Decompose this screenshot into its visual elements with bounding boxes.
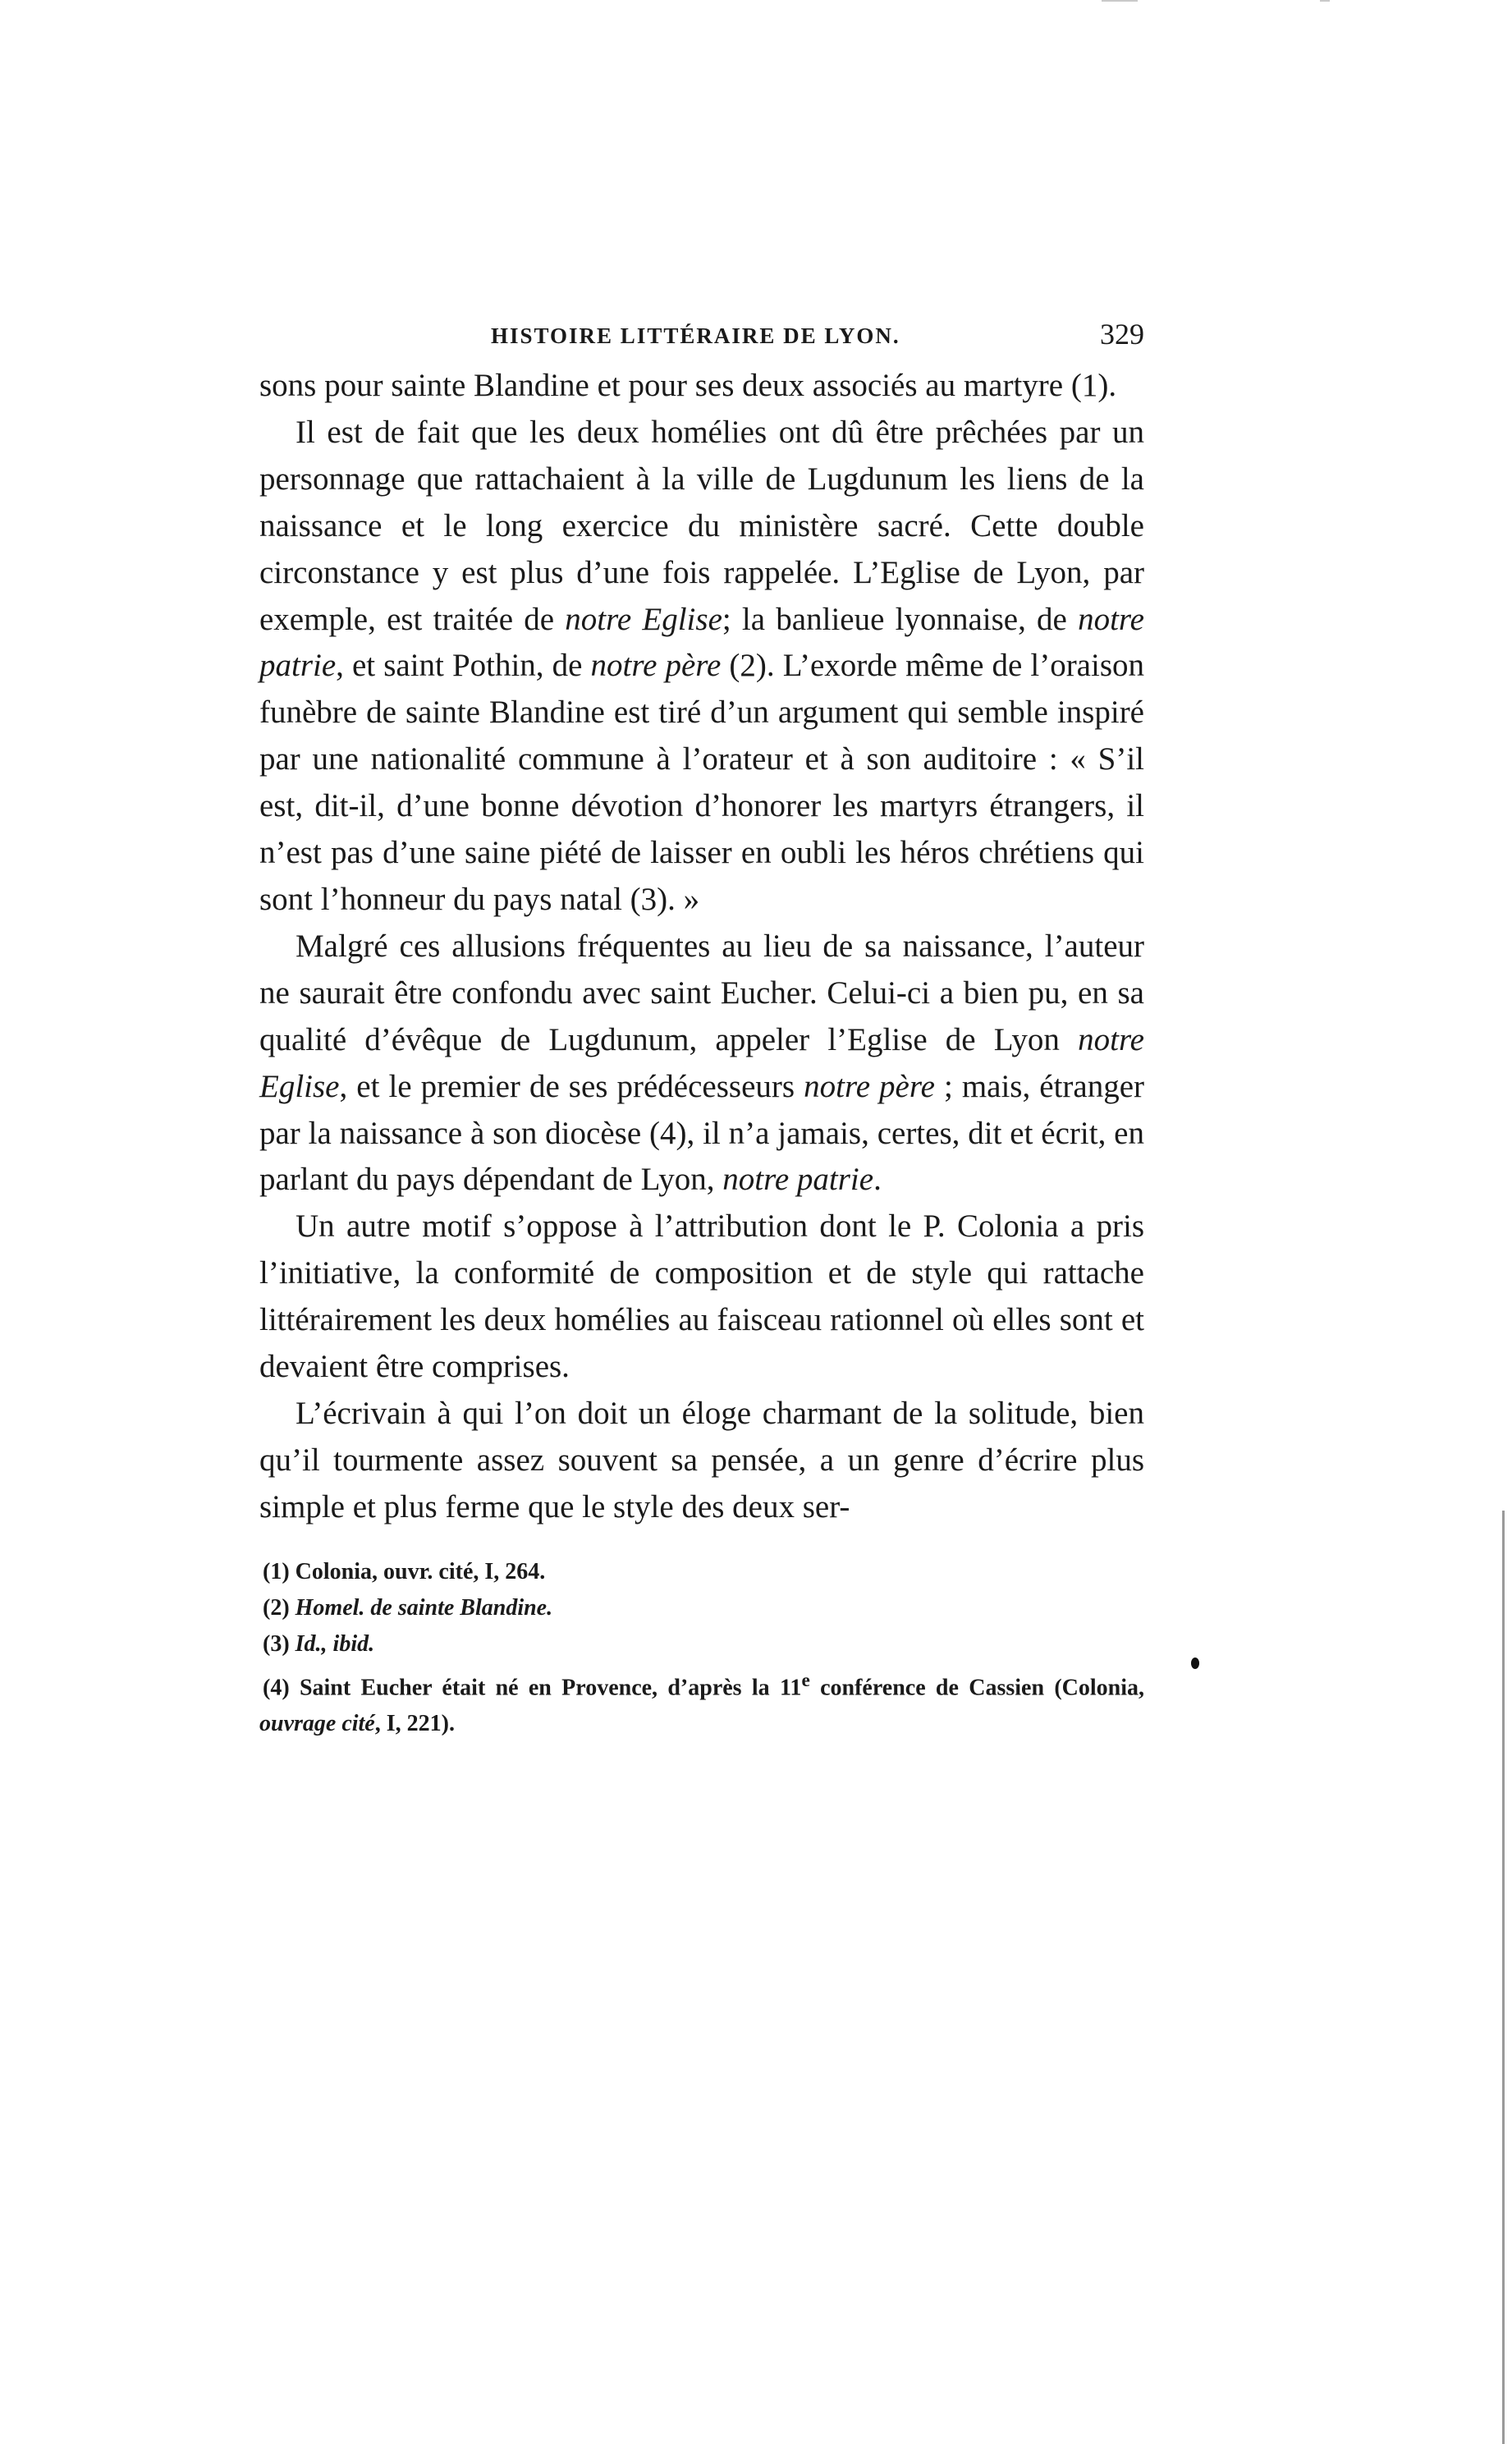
paragraph bbox=[259, 410, 1144, 924]
running-head-title: HISTOIRE LITTÉRAIRE DE LYON. bbox=[491, 323, 900, 348]
text-run: (4) Saint Eucher était né en Provence, d’après la 11 bbox=[263, 1674, 802, 1700]
text-run: , I, 221). bbox=[374, 1710, 455, 1736]
text-run: ; mais, étranger par la naissance à son diocèse (4), il n’a jamais, certes, dit et écrit, en parlant du pays dépendant de Lyon, bbox=[259, 1068, 1145, 1198]
italic-run: notre Eglise bbox=[565, 601, 722, 637]
footnote-number: (3) bbox=[263, 1630, 296, 1657]
italic-run: notre patrie bbox=[259, 601, 1144, 684]
paragraph: Un autre motif s’oppose à l’attribution dont le P. Colonia a pris l’initiative, la conformité de composition et de style qui rattache littérairement les deux homélies au faisceau rationnel où elles sont et devaient être comprises. bbox=[259, 1208, 1144, 1385]
page-number: 329 bbox=[1100, 318, 1144, 351]
scan-mark bbox=[1102, 0, 1138, 2]
text-run: , et le premier de ses prédécesseurs bbox=[339, 1068, 804, 1104]
paragraph bbox=[259, 924, 1144, 1204]
italic-run: notre Eglise bbox=[259, 1021, 1144, 1104]
running-head bbox=[259, 314, 1144, 363]
page bbox=[259, 314, 1144, 1742]
body-text bbox=[259, 363, 1144, 1531]
italic-run: notre patrie bbox=[722, 1162, 874, 1198]
text-run: ; la banlieue lyonnaise, de bbox=[722, 601, 1079, 637]
italic-run: notre père bbox=[804, 1068, 935, 1104]
footnote-1: (1) Colonia, ouvr. cité, I, 264. bbox=[263, 1558, 546, 1584]
paragraph: L’écrivain à qui l’on doit un éloge charmant de la solitude, bien qu’il tourmente assez souvent sa pensée, a un genre d’écrire plus simple et plus ferme que le style des deux ser- bbox=[259, 1395, 1144, 1525]
scan-margin-line bbox=[1502, 1511, 1505, 2444]
text-run: (2). L’exorde même de l’oraison funèbre de sainte Blandine est tiré d’un argument qui semble inspiré par une nationalité commune à l’orateur et à son auditoire : « S’il est, dit-il, d’une bonne dévotion d’honorer les martyrs étrangers, il n’est pas d’une saine piété de laisser en oubli les héros chrétiens qui sont l’honneur du pays natal (3). » bbox=[259, 648, 1145, 917]
text-run: Il est de fait que les deux homélies ont dû être prêchées par un personnage que rattachaient à la ville de Lugdunum les liens de la naissance et le long exercice du ministère sacré. Cette double circonstance y est plus d’une fois rappelée. L’Eglise de Lyon, par exemple, est traitée de bbox=[259, 414, 1144, 637]
italic-run: Id., ibid. bbox=[295, 1630, 375, 1657]
italic-run: ouvrage cité bbox=[259, 1710, 375, 1736]
italic-run: Homel. de sainte Blandine. bbox=[295, 1594, 553, 1621]
italic-run: notre père bbox=[590, 648, 722, 684]
footnote-3 bbox=[259, 1626, 1144, 1662]
text-run: . bbox=[873, 1162, 882, 1198]
footnote-number: (2) bbox=[263, 1594, 296, 1621]
text-run: conférence de Cassien (Colonia, bbox=[809, 1674, 1145, 1700]
text-run: , et saint Pothin, de bbox=[336, 648, 591, 684]
footnote-2 bbox=[259, 1590, 1144, 1626]
scan-mark bbox=[1320, 0, 1330, 2]
paragraph: sons pour sainte Blandine et pour ses deux associés au martyre (1). bbox=[259, 368, 1117, 403]
footnotes bbox=[259, 1554, 1144, 1742]
footnote-4 bbox=[259, 1662, 1144, 1742]
text-run: Malgré ces allusions fréquentes au lieu de sa naissance, l’auteur ne saurait être confondu avec saint Eucher. Celui-ci a bien pu, en sa qualité d’évêque de Lugdunum, appeler l’Eglise de Lyon bbox=[259, 928, 1144, 1057]
superscript: e bbox=[801, 1669, 810, 1691]
margin-dot bbox=[1191, 1658, 1199, 1669]
